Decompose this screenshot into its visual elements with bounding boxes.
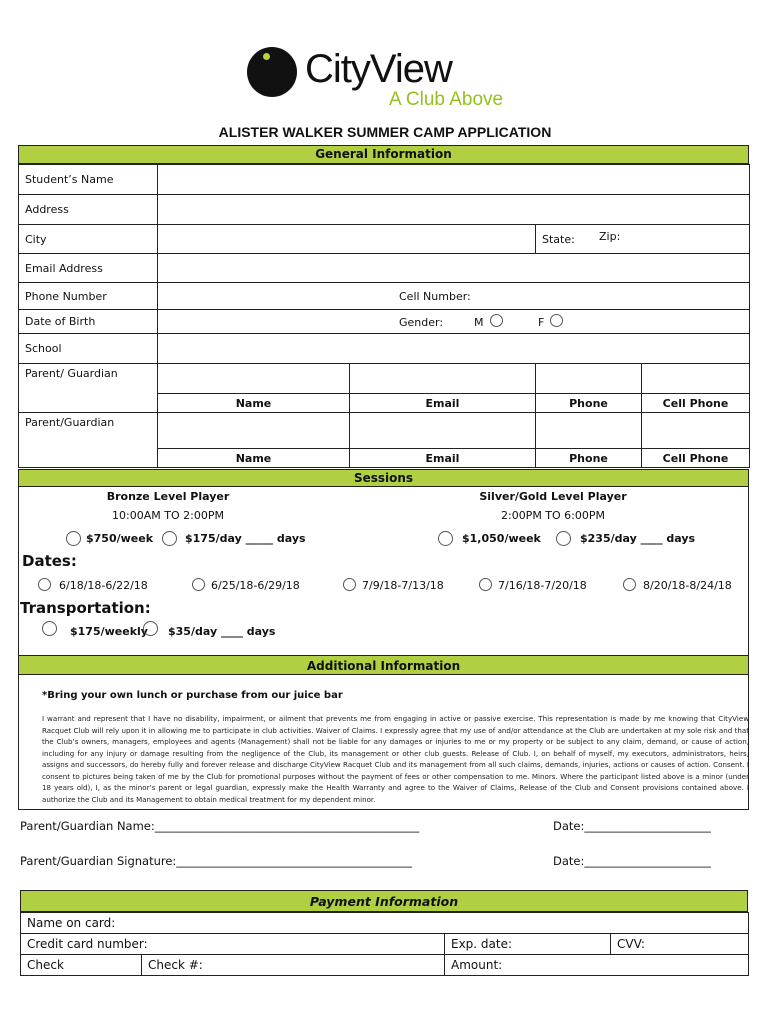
zip-label: Zip: bbox=[599, 230, 621, 243]
parent1-cell-field[interactable] bbox=[642, 364, 750, 394]
payment-info-header: Payment Information bbox=[20, 890, 748, 912]
parent2-name-field[interactable] bbox=[158, 413, 350, 449]
email-label: Email Address bbox=[19, 254, 158, 283]
date-2-radio[interactable] bbox=[192, 578, 205, 591]
col-email: Email bbox=[350, 394, 536, 413]
gender-f-radio[interactable] bbox=[550, 314, 563, 327]
zip-field[interactable] bbox=[642, 225, 750, 254]
address-field[interactable] bbox=[158, 195, 750, 225]
state-label: State: bbox=[542, 232, 575, 246]
student-name-label: Student’s Name bbox=[19, 165, 158, 195]
check-label: Check bbox=[27, 958, 64, 972]
silver-title: Silver/Gold Level Player bbox=[479, 490, 627, 503]
cvv-label: CVV: bbox=[617, 937, 645, 951]
state-field[interactable] bbox=[536, 225, 642, 254]
parent1-email-field[interactable] bbox=[350, 364, 536, 394]
general-info-header: General Information bbox=[18, 145, 749, 164]
card-number-label: Credit card number: bbox=[27, 937, 148, 951]
address-label: Address bbox=[19, 195, 158, 225]
silver-time: 2:00PM TO 6:00PM bbox=[500, 509, 606, 522]
silver-week-radio[interactable] bbox=[438, 531, 453, 546]
date-1-label: 6/18/18-6/22/18 bbox=[59, 579, 148, 592]
date-3-radio[interactable] bbox=[343, 578, 356, 591]
parent2-cell-field[interactable] bbox=[642, 413, 750, 449]
card-number-field[interactable] bbox=[21, 934, 445, 955]
date-2-label: 6/25/18-6/29/18 bbox=[211, 579, 300, 592]
transportation-label: Transportation: bbox=[20, 599, 151, 617]
student-name-field[interactable] bbox=[158, 165, 750, 195]
gender-label: Gender: bbox=[399, 316, 444, 329]
city-field[interactable] bbox=[158, 225, 536, 254]
parent2-label: Parent/Guardian bbox=[19, 413, 158, 468]
bronze-day-radio[interactable] bbox=[162, 531, 177, 546]
waiver-text: I warrant and represent that I have no disability, impairment, or ailment that prevents me from engaging in active or passive exercise. This representation is made by me knowing that CityView Racquet Club will rely upon it in allowing me to participate in club activities. Waiver of Claims. I expressly agree that my use of and/or attendance at the Club are undertaken at my sole risk and that the Club’s owners, managers, employees and agents (Management) shall not be liable for any damages or injuries to me or my property or be subject to any claim, demand, or cause of action, including for any injury or damage resulting from the negligence of the Club, its management or other club guests. Release of Club. I, on behalf of myself, my executors, administrators, heirs, assigns and successors, do hereby fully and forever release and discharge CityView Racquet Club and its management from all such claims, demands, injuries, actions or causes of action. Consent. I consent to pictures being taken of me by the Club for promotional purposes without the payment of fees or other compensation to me. Minors. Where the participant listed above is a minor (under 18 years old), I, as the minor’s parent or legal guardian, expressly make the Health Warranty and agree to the Waiver of Claims, Release of the Club and Consent provisions contained above. I authorize the Club and its Management to obtain medical treatment for my dependent minor. bbox=[42, 714, 749, 804]
dob-label: Date of Birth bbox=[19, 310, 158, 334]
bronze-day-label: $175/day _____ days bbox=[185, 532, 306, 545]
parent1-phone-field[interactable] bbox=[536, 364, 642, 394]
cvv-field[interactable] bbox=[611, 934, 749, 955]
school-label: School bbox=[19, 334, 158, 364]
logo-name: CityView bbox=[305, 47, 452, 91]
dates-label: Dates: bbox=[22, 552, 77, 570]
gender-m-radio[interactable] bbox=[490, 314, 503, 327]
email-field[interactable] bbox=[158, 254, 750, 283]
col-cell-2: Cell Phone bbox=[642, 449, 750, 468]
page-title: ALISTER WALKER SUMMER CAMP APPLICATION bbox=[218, 124, 552, 140]
payment-table bbox=[20, 912, 749, 976]
col-name: Name bbox=[158, 394, 350, 413]
general-info-table bbox=[18, 164, 750, 468]
bronze-week-label: $750/week bbox=[86, 532, 154, 545]
logo-tagline: A Club Above bbox=[389, 89, 504, 110]
bronze-week-radio[interactable] bbox=[66, 531, 81, 546]
date-line-1[interactable]: Date:______________________ bbox=[553, 819, 711, 833]
logo-dot bbox=[263, 53, 270, 60]
city-label: City bbox=[19, 225, 158, 254]
gender-f-label: F bbox=[538, 316, 545, 329]
transport-weekly-radio[interactable] bbox=[42, 621, 57, 636]
parent1-name-field[interactable] bbox=[158, 364, 350, 394]
date-5-label: 8/20/18-8/24/18 bbox=[643, 579, 732, 592]
amount-field[interactable] bbox=[445, 955, 749, 976]
cell-number-label: Cell Number: bbox=[399, 290, 471, 303]
transport-day-radio[interactable] bbox=[143, 621, 158, 636]
col-email-2: Email bbox=[350, 449, 536, 468]
parent1-label: Parent/ Guardian bbox=[19, 364, 158, 413]
phone-label: Phone Number bbox=[19, 283, 158, 310]
silver-week-label: $1,050/week bbox=[462, 532, 541, 545]
transport-weekly-label: $175/weekly bbox=[70, 625, 148, 638]
additional-info-header: Additional Information bbox=[18, 655, 749, 675]
check-number-label: Check #: bbox=[148, 958, 203, 972]
name-on-card-label: Name on card: bbox=[27, 916, 116, 930]
parent2-phone-field[interactable] bbox=[536, 413, 642, 449]
date-1-radio[interactable] bbox=[38, 578, 51, 591]
check-field[interactable] bbox=[21, 955, 142, 976]
date-3-label: 7/9/18-7/13/18 bbox=[362, 579, 444, 592]
parent-name-line[interactable]: Parent/Guardian Name:______________________________________________ bbox=[20, 819, 420, 833]
bronze-time: 10:00AM TO 2:00PM bbox=[112, 509, 224, 522]
date-4-label: 7/16/18-7/20/18 bbox=[498, 579, 587, 592]
check-number-field[interactable] bbox=[142, 955, 445, 976]
silver-day-radio[interactable] bbox=[556, 531, 571, 546]
bronze-title: Bronze Level Player bbox=[106, 490, 230, 503]
date-5-radio[interactable] bbox=[623, 578, 636, 591]
col-phone: Phone bbox=[536, 394, 642, 413]
sessions-header: Sessions bbox=[18, 469, 749, 487]
amount-label: Amount: bbox=[451, 958, 503, 972]
lunch-note: *Bring your own lunch or purchase from our juice bar bbox=[42, 690, 343, 701]
transport-day-label: $35/day ____ days bbox=[168, 625, 276, 638]
exp-date-label: Exp. date: bbox=[451, 937, 513, 951]
logo-mark bbox=[247, 47, 297, 97]
date-4-radio[interactable] bbox=[479, 578, 492, 591]
gender-m-label: M bbox=[474, 316, 484, 329]
parent-signature-line[interactable]: Parent/Guardian Signature:_________________________________________ bbox=[20, 854, 413, 868]
name-on-card-field[interactable] bbox=[21, 913, 749, 934]
exp-date-field[interactable] bbox=[445, 934, 611, 955]
col-cell: Cell Phone bbox=[642, 394, 750, 413]
date-line-2[interactable]: Date:______________________ bbox=[553, 854, 711, 868]
school-field[interactable] bbox=[158, 334, 750, 364]
col-phone-2: Phone bbox=[536, 449, 642, 468]
col-name-2: Name bbox=[158, 449, 350, 468]
silver-day-label: $235/day ____ days bbox=[580, 532, 696, 545]
dob-field[interactable] bbox=[158, 310, 750, 334]
parent2-email-field[interactable] bbox=[350, 413, 536, 449]
